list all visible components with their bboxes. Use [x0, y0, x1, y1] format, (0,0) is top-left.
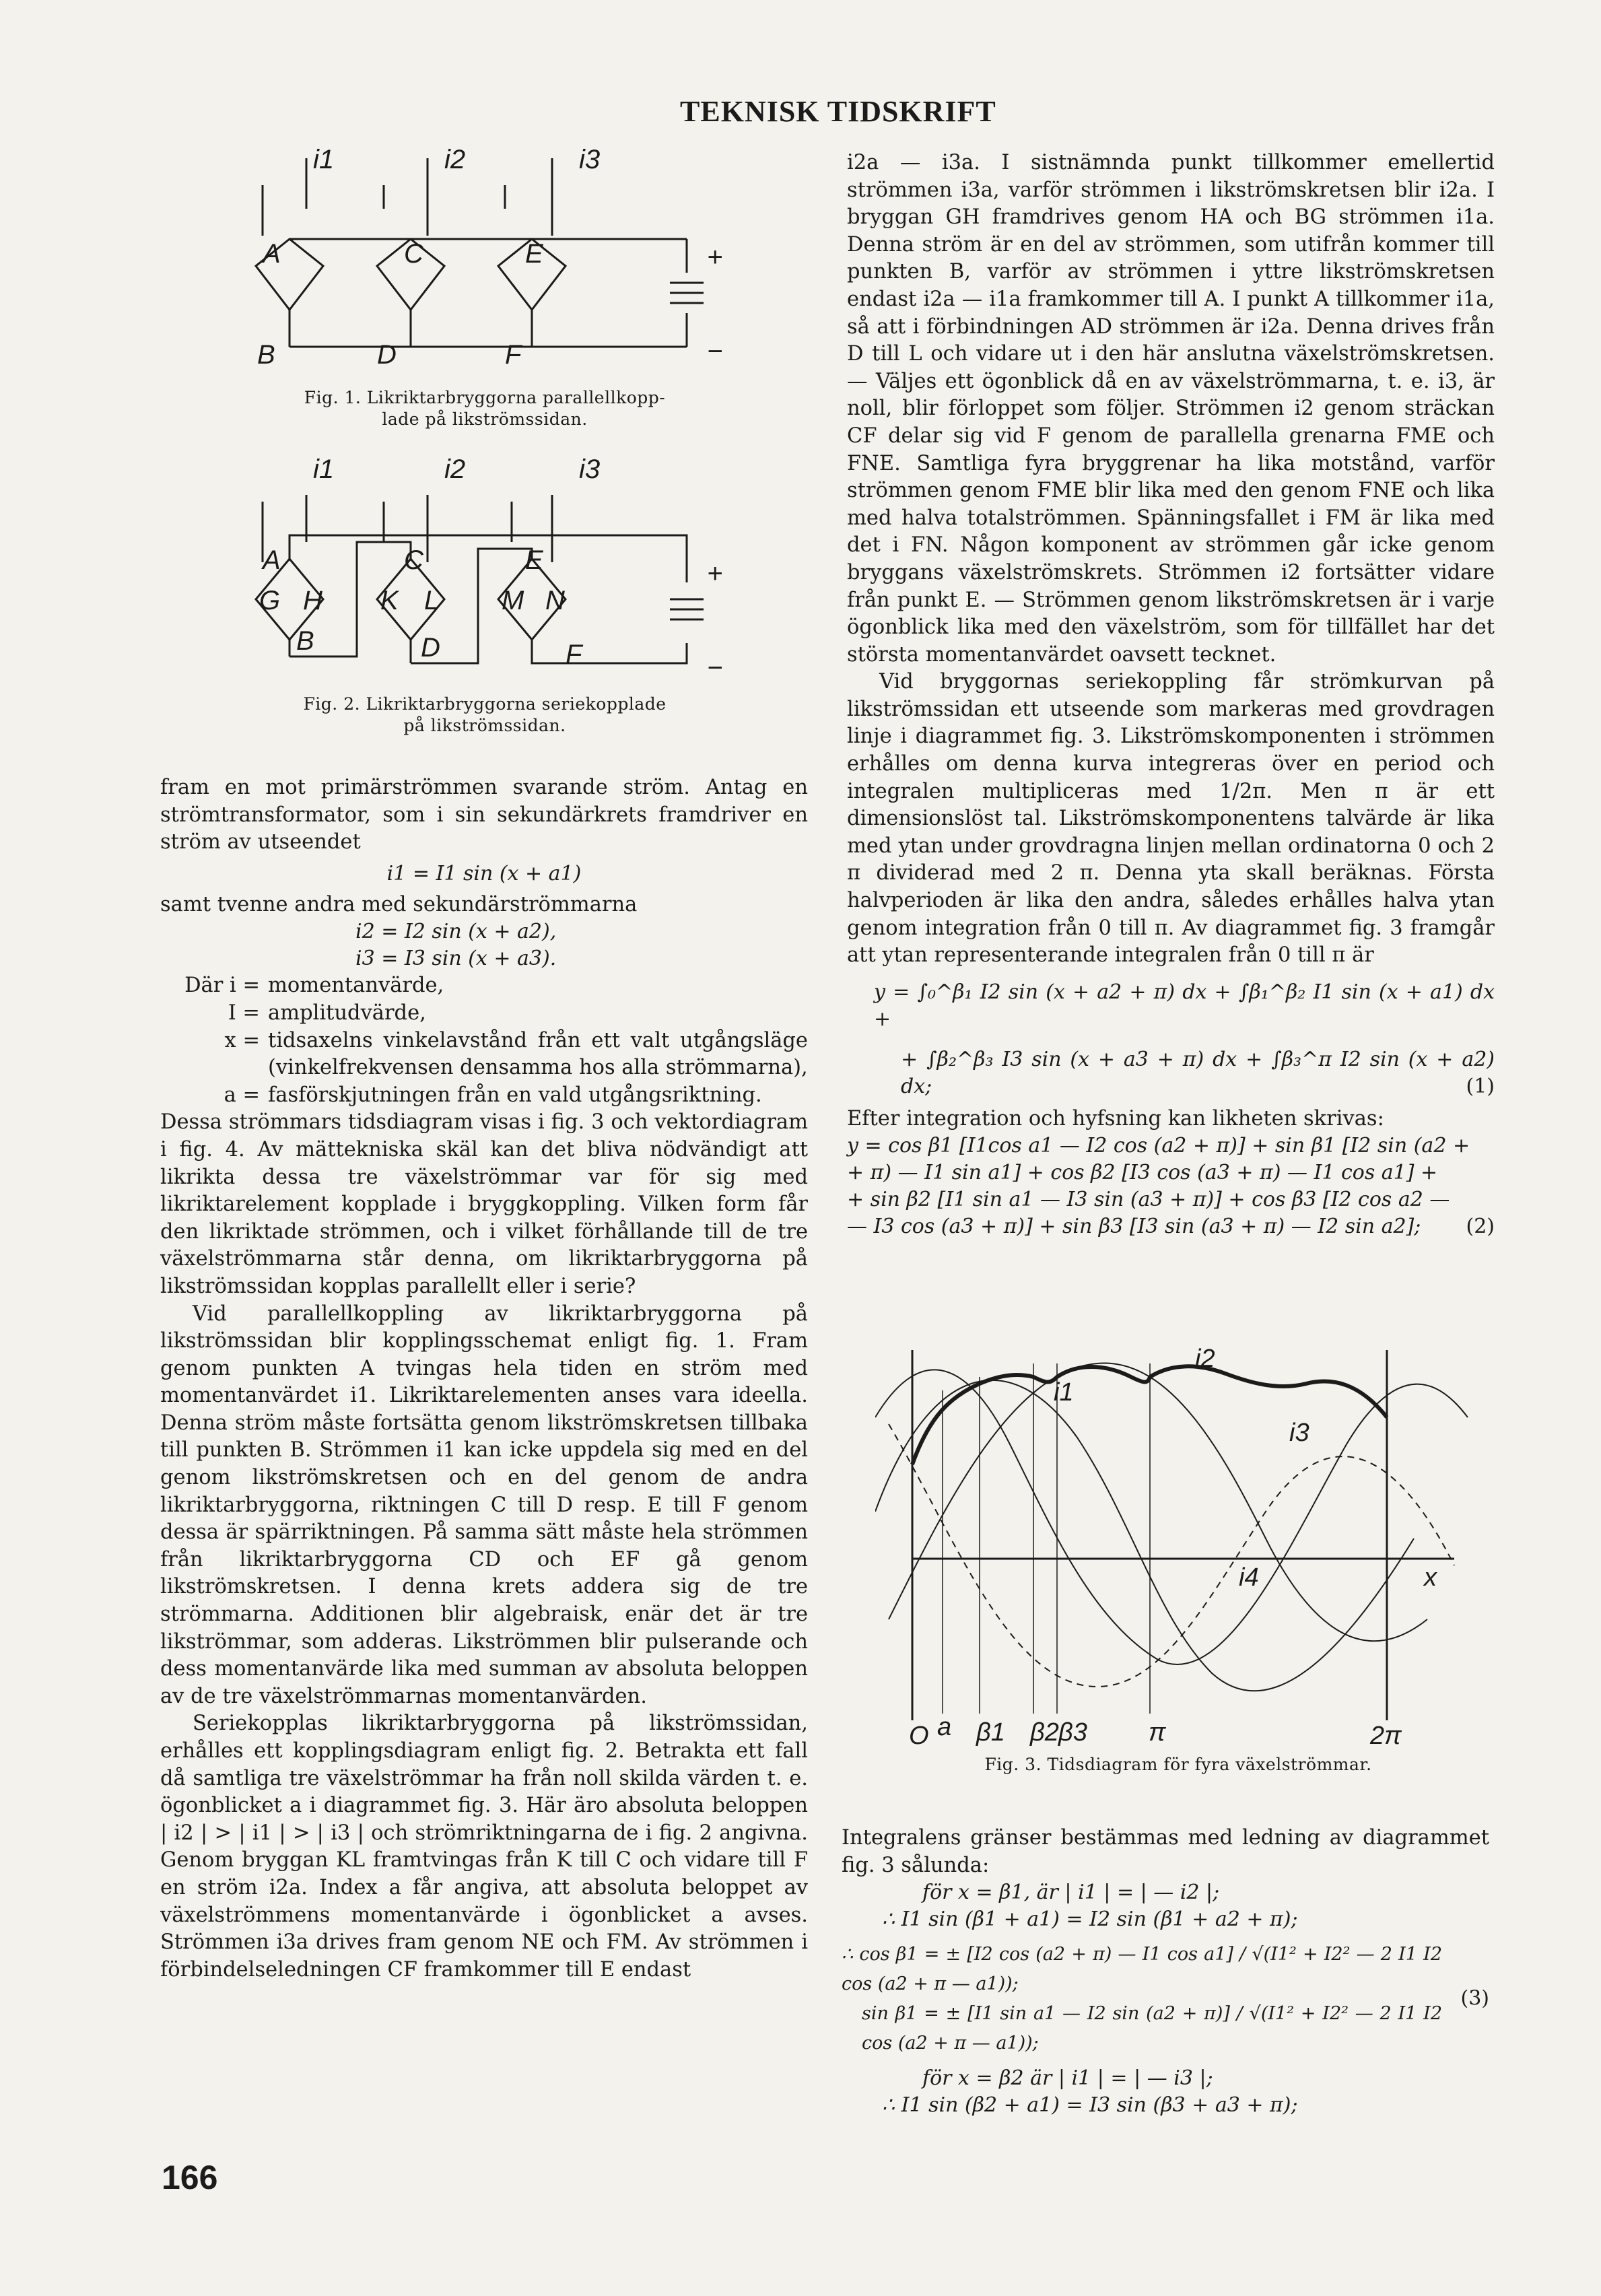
fig3-label-i2: i2 [1195, 1345, 1215, 1373]
def-x: tidsaxelns vinkelavstånd från ett valt utgångsläge (vinkelfrekvensen densamma hos alla strömmarna), [268, 1028, 808, 1080]
fig2-label-M: M [502, 586, 524, 615]
definition-list [160, 972, 808, 1109]
fig3-label-2pi: 2π [1370, 1722, 1402, 1750]
left-para-3: Dessa strömmars tidsdiagram visas i fig. 3 och vektordiagram i fig. 4. Av mättekniska skäl kan det bliva nödvändigt att likrikta dessa tre växelströmmar var för sig med likriktarelement kopplade i bryggkoppling. Vilken form får den likriktade strömmen, och i vilket förhållande till de tre växelströmmarna står denna, om likriktarbryggorna på likströmssidan kopplas parallellt eller i serie? [160, 1110, 808, 1298]
fig3-label-a: a [937, 1713, 952, 1741]
fig2-label-K: K [380, 586, 399, 615]
def-a: fasförskjutningen från en vald utgångsriktning. [268, 1083, 762, 1107]
fig2-label-N: N [545, 586, 565, 615]
fig1-label-A: A [263, 239, 281, 269]
fig3-label-i3: i3 [1289, 1419, 1309, 1447]
def-I: amplitudvärde, [268, 1001, 426, 1025]
fig1-label-plus: + [707, 242, 723, 272]
fig3-label-pi: π [1149, 1718, 1166, 1747]
equation-2-line-1: y = cos β1 [I1cos a1 — I2 cos (a2 + π)] + sin β1 [I2 sin (a2 + [847, 1134, 1470, 1158]
fig1-label-F: F [505, 340, 522, 370]
fig1-label-i2: i2 [444, 145, 466, 174]
def-i-term: Där i = [184, 974, 260, 998]
right-column-bottom [842, 1825, 1489, 2119]
fig1-caption-line1: Fig. 1. Likriktarbryggorna parallellkopp- [304, 388, 666, 407]
left-para-5: Seriekopplas likriktarbryggorna på likströmssidan, erhålles ett kopplingsdiagram enligt fig. 2. Betrakta ett fall då samtliga tre växelströmmar ha från noll skilda värden t. e. ögonblicket a i diagrammet fig. 3. Här äro absoluta beloppen | i2 | > | i1 | > | i3 | och strömriktningarna de i fig. 2 angivna. Genom bryggan KL framtvingas från K till C och vidare till F en ström i2a. Index a får angiva, att absoluta beloppet av växelströmmens momentanvärde i ögonblicket a avses. Strömmen i3a drives fram genom NE och FM. Av strömmen i förbindelseledningen CF framkommer till E endast [160, 1712, 808, 1982]
fig3-label-beta1: β1 [976, 1718, 1005, 1747]
fig3-label-x: x [1424, 1563, 1437, 1592]
equation-1-line-1: y = ∫₀^β₁ I2 sin (x + a2 + π) dx + ∫β₁^β₂ I1 sin (x + a1) dx + [874, 980, 1495, 1031]
def-i: momentanvärde, [268, 974, 444, 998]
fig2-label-A: A [263, 545, 281, 575]
equation-1-line-2: + ∫β₂^β₃ I3 sin (x + a3 + π) dx + ∫β₃^π I2 sin (x + a2) dx; [901, 1047, 1495, 1098]
fig2-label-D: D [421, 633, 440, 663]
fig2-label-H: H [303, 586, 322, 615]
right-para-1: i2a — i3a. I sistnämnda punkt tillkommer emellertid strömmen i3a, varför strömmen i likströmskretsen blir i2a. I bryggan GH framdrives genom HA och BG strömmen i1a. Denna ström är en del av strömmen, som utifrån kommer till punkten B, varför av strömmen i yttre likströmskretsen endast i2a — i1a framkommer till A. I punkt A tillkommer i1a, så att i förbindningen AD strömmen är i2a. Denna drives från D till L och vidare ut i den här anslutna växelströmskretsen. — Väljes ett ögonblick då en av växelströmmarna, t. e. i3, är noll, blir förloppet som följer. Strömmen i2 genom sträckan CF delar sig vid F genom de parallella grenarna FME och FNE. Samtliga fyra bryggrenar ha lika motstånd, varför strömmen genom FME blir lika med den genom FNE och lika med halva totalströmmen. Spänningsfallet i FM är lika med det i FN. Någon komponent av strömmen går icke genom bryggans växelströmskrets. Strömmen i2 fortsätter vidare från punkt E. — Strömmen genom likströmskretsen är i varje ögonblick lika med den växelström, som för tillfället har det största momentanvärdet oavsett tecknet. [847, 151, 1495, 667]
fig2-label-L: L [424, 586, 440, 615]
equation-2-line-3: + sin β2 [I1 sin a1 — I3 sin (a3 + π)] + cos β3 [I2 cos a2 — [847, 1188, 1450, 1212]
equation-3-number: (3) [1460, 1986, 1489, 2011]
fig3-time-diagram [875, 1337, 1481, 1754]
left-para-2: samt tvenne andra med sekundärströmmarna [160, 892, 638, 916]
equation-2-number: (2) [1466, 1215, 1495, 1239]
fig2-label-E: E [525, 545, 543, 575]
journal-header: TEKNISK TIDSKRIFT [680, 95, 996, 128]
def-a-term: a = [224, 1083, 260, 1107]
def-I-term: I = [228, 1001, 260, 1025]
fig2-label-minus: − [707, 653, 723, 683]
fig1-caption [256, 387, 714, 430]
equation-3-line-5: för x = β2 är | i1 | = | — i3 |; [922, 2066, 1213, 2091]
fig1-label-minus: − [707, 337, 723, 366]
fig2-caption-line2: på likströmssidan. [403, 716, 566, 735]
equation-2-line-2: + π) — I1 sin a1] + cos β2 [I3 cos (a3 + π) — I1 cos a1] + [847, 1161, 1438, 1185]
equation-3-line-6: ∴ I1 sin (β2 + a1) = I3 sin (β3 + a3 + π); [882, 2093, 1298, 2118]
equation-2 [847, 1133, 1495, 1240]
fig3-caption: Fig. 3. Tidsdiagram för fyra växelströmmar. [984, 1755, 1372, 1774]
right-column [847, 149, 1495, 1240]
equation-1 [847, 979, 1495, 1100]
equation-3-sin: sin β1 = ± [I1 sin a1 — I2 sin (a2 + π)] / √(I1² + I2² — 2 I1 I2 cos (a2 + π — a1)); [862, 2003, 1442, 2054]
equation-3-system [842, 1940, 1489, 2058]
fig2-label-C: C [404, 545, 423, 575]
fig3-label-i1: i1 [1054, 1378, 1074, 1407]
left-column [160, 774, 808, 1984]
right-para-2: Vid bryggornas seriekoppling får strömkurvan på likströmssidan ett utseende som markeras med grovdragen linje i diagrammet fig. 3. Likströmskomponenten i strömmen erhålles om denna kurva integreras över en period och integralen multipliceras med 1/2π. Men π är ett dimensionslöst tal. Likströmskomponentens talvärde är lika med ytan under grovdragna linjen mellan ordinatorna 0 och 2 π dividerad med 2 π. Denna yta skall beräknas. Första halvperioden är lika den andra, således erhålles halva ytan genom integration från 0 till π. Av diagrammet fig. 3 framgår att ytan representerande integralen från 0 till π är [847, 670, 1495, 968]
left-para-4: Vid parallellkoppling av likriktarbryggorna på likströmssidan blir kopplingsschemat enligt fig. 1. Fram genom punkten A tvingas hela tiden en ström med momentanvärdet i1. Likriktarelementen anses vara ideella. Denna ström måste fortsätta genom likströmskretsen tillbaka till punkten B. Strömmen i1 kan icke uppdela sig med en del genom likströmskretsen och en del genom de andra likriktarbryggorna, riktningen C till D resp. E till F genom dessa är spärriktningen. På samma sätt måste hela strömmen från likriktarbryggorna CD och EF gå genom likströmskretsen. I denna krets addera sig de tre strömmarna. Additionen blir algebraisk, enär det är tre likströmmar, som adderas. Likströmmen blir pulserande och dess momentanvärde lika med summan av absoluta beloppen av de tre växelströmmarnas momentanvärden. [160, 1302, 808, 1708]
page-number: 166 [162, 2159, 218, 2196]
equation-3-line-2: ∴ I1 sin (β1 + a1) = I2 sin (β1 + a2 + π); [882, 1907, 1298, 1932]
equation-i3: i3 = I3 sin (x + a3). [355, 947, 557, 971]
fig2-label-i3: i3 [579, 454, 601, 484]
fig2-label-F: F [566, 640, 582, 669]
equation-i2: i2 = I2 sin (x + a2), [355, 920, 557, 944]
equation-i1: i1 = I1 sin (x + a1) [386, 861, 582, 885]
equation-3-line-1: för x = β1, är | i1 | = | — i2 |; [922, 1881, 1220, 1905]
fig2-label-B: B [296, 626, 314, 656]
fig3-label-beta2: β2 [1030, 1718, 1059, 1747]
fig3-label-i4: i4 [1239, 1563, 1259, 1592]
fig1-label-E: E [525, 239, 543, 269]
fig2-label-plus: + [707, 559, 723, 588]
equation-3-cos: ∴ cos β1 = ± [I2 cos (a2 + π) — I1 cos a1] / √(I1² + I2² — 2 I1 I2 cos (a2 + π — a1)); [842, 1944, 1442, 1995]
right-para-4: Integralens gränser bestämmas med ledning av diagrammet fig. 3 sålunda: [842, 1826, 1489, 1877]
left-para-1: fram en mot primärströmmen svarande ström. Antag en strömtransformator, som i sin sekundärkrets framdriver en ström av utseendet [160, 776, 808, 854]
fig3-label-beta3: β3 [1058, 1718, 1087, 1747]
fig1-parallel-bridge-diagram [242, 145, 754, 374]
right-para-3: Efter integration och hyfsning kan likheten skrivas: [847, 1106, 1384, 1130]
fig1-label-D: D [377, 340, 397, 370]
fig2-caption [256, 694, 714, 737]
fig1-label-i3: i3 [579, 145, 601, 174]
fig2-label-G: G [259, 586, 281, 615]
def-x-term: x = [224, 1028, 260, 1052]
fig1-caption-line2: lade på likströmssidan. [382, 409, 588, 429]
fig2-label-i1: i1 [313, 454, 335, 484]
fig2-series-bridge-diagram [242, 448, 754, 683]
fig1-label-B: B [257, 340, 275, 370]
fig1-label-i1: i1 [313, 145, 335, 174]
fig3-label-O: O [909, 1722, 929, 1750]
fig2-label-i2: i2 [444, 454, 466, 484]
fig2-caption-line1: Fig. 2. Likriktarbryggorna seriekopplade [303, 694, 667, 714]
fig1-label-C: C [404, 239, 423, 269]
equation-2-line-4: — I3 cos (a3 + π)] + sin β3 [I3 sin (a3 + π) — I2 sin a2]; [847, 1215, 1421, 1239]
equation-1-number: (1) [1466, 1074, 1495, 1098]
